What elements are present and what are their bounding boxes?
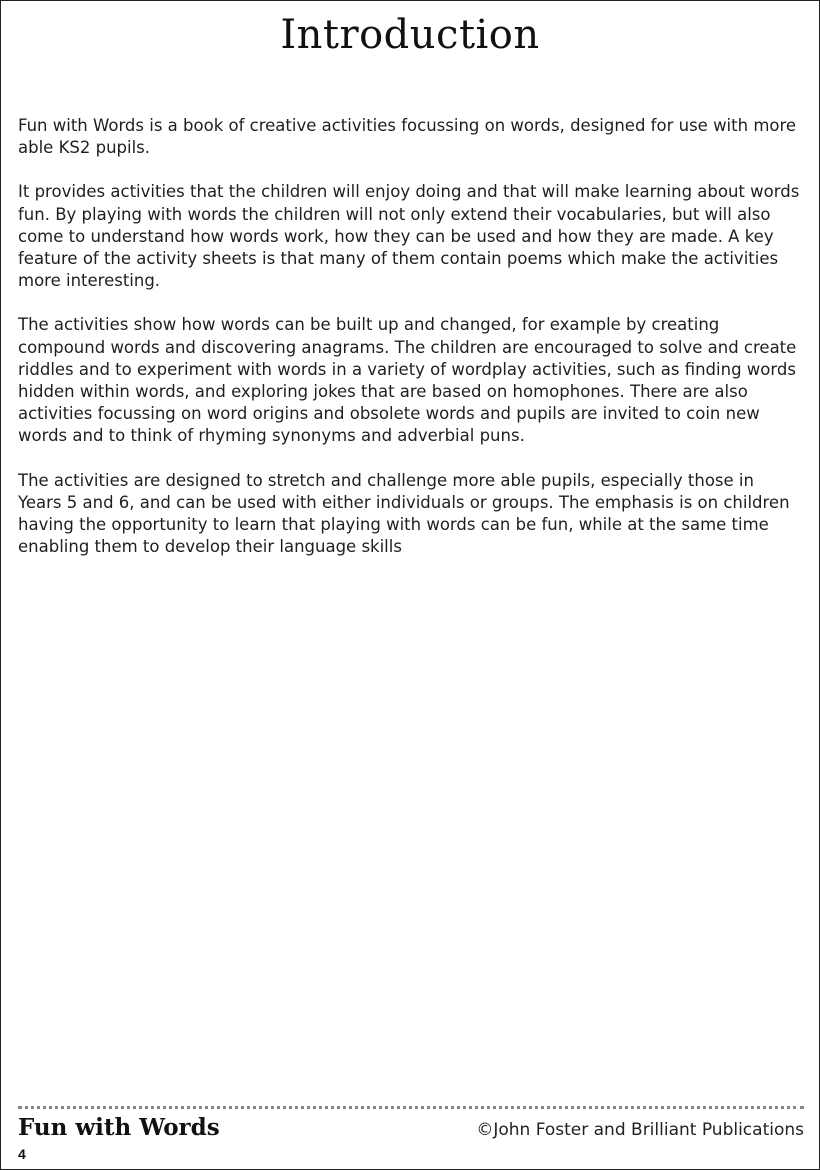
- paragraph: Fun with Words is a book of creative activities focussing on words, designed for use with more able KS2 pupils.: [18, 116, 797, 158]
- footer-divider: [18, 1106, 804, 1109]
- footer-book-title: Fun with Words: [18, 1114, 220, 1141]
- page-number: 4: [18, 1146, 26, 1162]
- footer-copyright: ©John Foster and Brilliant Publications: [476, 1120, 804, 1140]
- paragraph: The activities show how words can be built up and changed, for example by creating compound words and discovering anagrams. The children are encouraged to solve and create riddles and to experiment with words in a variety of wordplay activities, such as finding words hidden within words, and exploring jokes that are based on homophones. There are also activities focussing on word origins and obsolete words and pupils are invited to coin new words and to think of rhyming synonyms and adverbial puns.: [18, 315, 797, 446]
- paragraph: It provides activities that the children will enjoy doing and that will make learning about words fun. By playing with words the children will not only extend their vocabularies, but will also come to understand how words work, how they can be used and how they are made. A key feature of the activity sheets is that many of them contain poems which make the activities more interesting.: [18, 182, 800, 291]
- paragraph: The activities are designed to stretch and challenge more able pupils, especially those in Years 5 and 6, and can be used with either individuals or groups. The emphasis is on children having the opportunity to learn that playing with words can be fun, while at the same time enabling them to develop their language skills: [18, 470, 790, 557]
- body-text: [18, 115, 802, 580]
- page-title: Introduction: [280, 12, 540, 58]
